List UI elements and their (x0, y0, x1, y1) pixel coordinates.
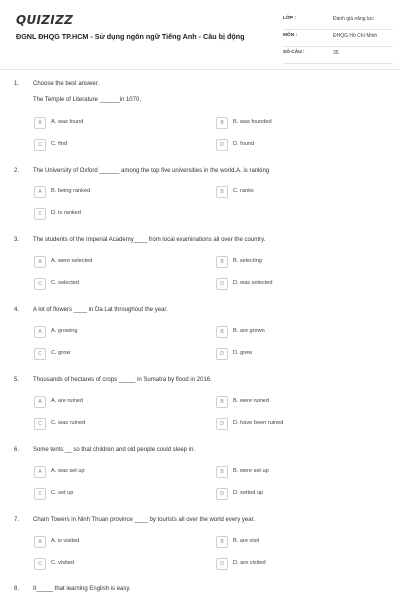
meta-label: SỐ CÂU : (283, 50, 305, 55)
option-text: D. setted up (233, 490, 264, 496)
option-letter: D (216, 348, 228, 360)
option-text: C. was ruined (51, 420, 86, 426)
question-text: The Temple of Literature ______in 1070. (33, 97, 141, 103)
question-number: 6. (14, 447, 20, 453)
option-text: C. ranks (233, 188, 254, 194)
option-text: A. was set up (51, 468, 85, 474)
option-letter: A (34, 326, 46, 338)
option-letter: A (34, 256, 46, 268)
question-text: Cham Towers in Ninh Thuan province ____ by tourists all over the world every year. (33, 517, 255, 523)
option-text: C. set up (51, 490, 74, 496)
option-letter: B (216, 536, 228, 548)
option-letter: C (34, 278, 46, 290)
meta-value: Đánh giá năng lực (333, 16, 374, 22)
question-number: 4. (14, 307, 20, 313)
option-letter: D (216, 139, 228, 151)
option-letter: A (34, 536, 46, 548)
option-text: B. selecting (233, 258, 262, 264)
meta-row-class (283, 13, 393, 30)
option-text: C. selected (51, 280, 79, 286)
meta-label: MÔN : (283, 33, 298, 38)
option-letter: C (34, 488, 46, 500)
option-text: A. growing (51, 328, 78, 334)
option-text: A. was found (51, 119, 84, 125)
option-letter: B (216, 186, 228, 198)
option-letter: D (216, 278, 228, 290)
worksheet-meta (283, 13, 393, 64)
option-letter: D (216, 558, 228, 570)
question-number: 7. (14, 517, 20, 523)
option-text: B. were set up (233, 468, 269, 474)
meta-row-subject (283, 30, 393, 47)
question-number: 3. (14, 237, 20, 243)
question-text: The students of the Imperial Academy____ from local examinations all over the country. (33, 237, 266, 243)
option-letter: B (216, 117, 228, 129)
quizizz-logo: QUIZIZZ (16, 13, 74, 27)
question-number: 2. (14, 168, 20, 174)
meta-label: LỚP : (283, 16, 297, 21)
option-letter: B (216, 256, 228, 268)
question-prompt: Choose the best answer. (33, 81, 100, 87)
option-text: A. is visited (51, 538, 80, 544)
question-text: It_____ that learning English is easy. (33, 586, 131, 592)
option-letter: B (216, 466, 228, 478)
option-text: D. was selected (233, 280, 273, 286)
option-text: B. was founded (233, 119, 272, 125)
question-number: 5. (14, 377, 20, 383)
worksheet-title: ĐGNL ĐHQG TP.HCM - Sử dụng ngôn ngữ Tiếng Anh - Câu bị động (16, 32, 245, 41)
option-letter: A (34, 117, 46, 129)
option-text: C. grow (51, 350, 71, 356)
meta-value: 35 (333, 50, 339, 56)
option-text: B. being ranked (51, 188, 91, 194)
option-text: C. visited (51, 560, 75, 566)
option-letter: C (34, 418, 46, 430)
option-text: A. were selected (51, 258, 93, 264)
option-letter: C (34, 558, 46, 570)
option-text: B. were ruined (233, 398, 270, 404)
option-letter: C (34, 348, 46, 360)
option-text: B. are grown (233, 328, 265, 334)
option-letter: B (216, 326, 228, 338)
option-letter: A (34, 466, 46, 478)
option-text: D. found (233, 141, 255, 147)
question-text: Some tents __ so that children and old people could sleep in. (33, 447, 196, 453)
question-number: 8. (14, 586, 20, 592)
option-text: C. find (51, 141, 68, 147)
option-letter: A (34, 396, 46, 408)
option-text: D. are visited (233, 560, 266, 566)
meta-row-question-count (283, 47, 393, 64)
question-text: A lot of flowers ____ in Da Lat throughout the year. (33, 307, 168, 313)
option-text: D. have been ruined (233, 420, 284, 426)
question-text: Thousands of hectares of crops _____ in Sumatra by flood in 2016. (33, 377, 212, 383)
header-divider (0, 69, 400, 70)
option-text: B. are visit (233, 538, 260, 544)
option-text: D. is ranked (51, 210, 81, 216)
option-letter: C (34, 139, 46, 151)
worksheet-header (0, 0, 400, 70)
option-letter: C (34, 208, 46, 220)
option-text: A. are ruined (51, 398, 84, 404)
option-letter: A (34, 186, 46, 198)
option-letter: B (216, 396, 228, 408)
option-letter: D (216, 488, 228, 500)
option-letter: D (216, 418, 228, 430)
question-number: 1. (14, 81, 20, 87)
meta-value: ĐHQG Hồ Chí Minh (333, 33, 378, 39)
option-text: D. grew (233, 350, 253, 356)
question-text: The University of Oxford ______ among the top five universities in the world.A. is ranking (33, 168, 270, 174)
